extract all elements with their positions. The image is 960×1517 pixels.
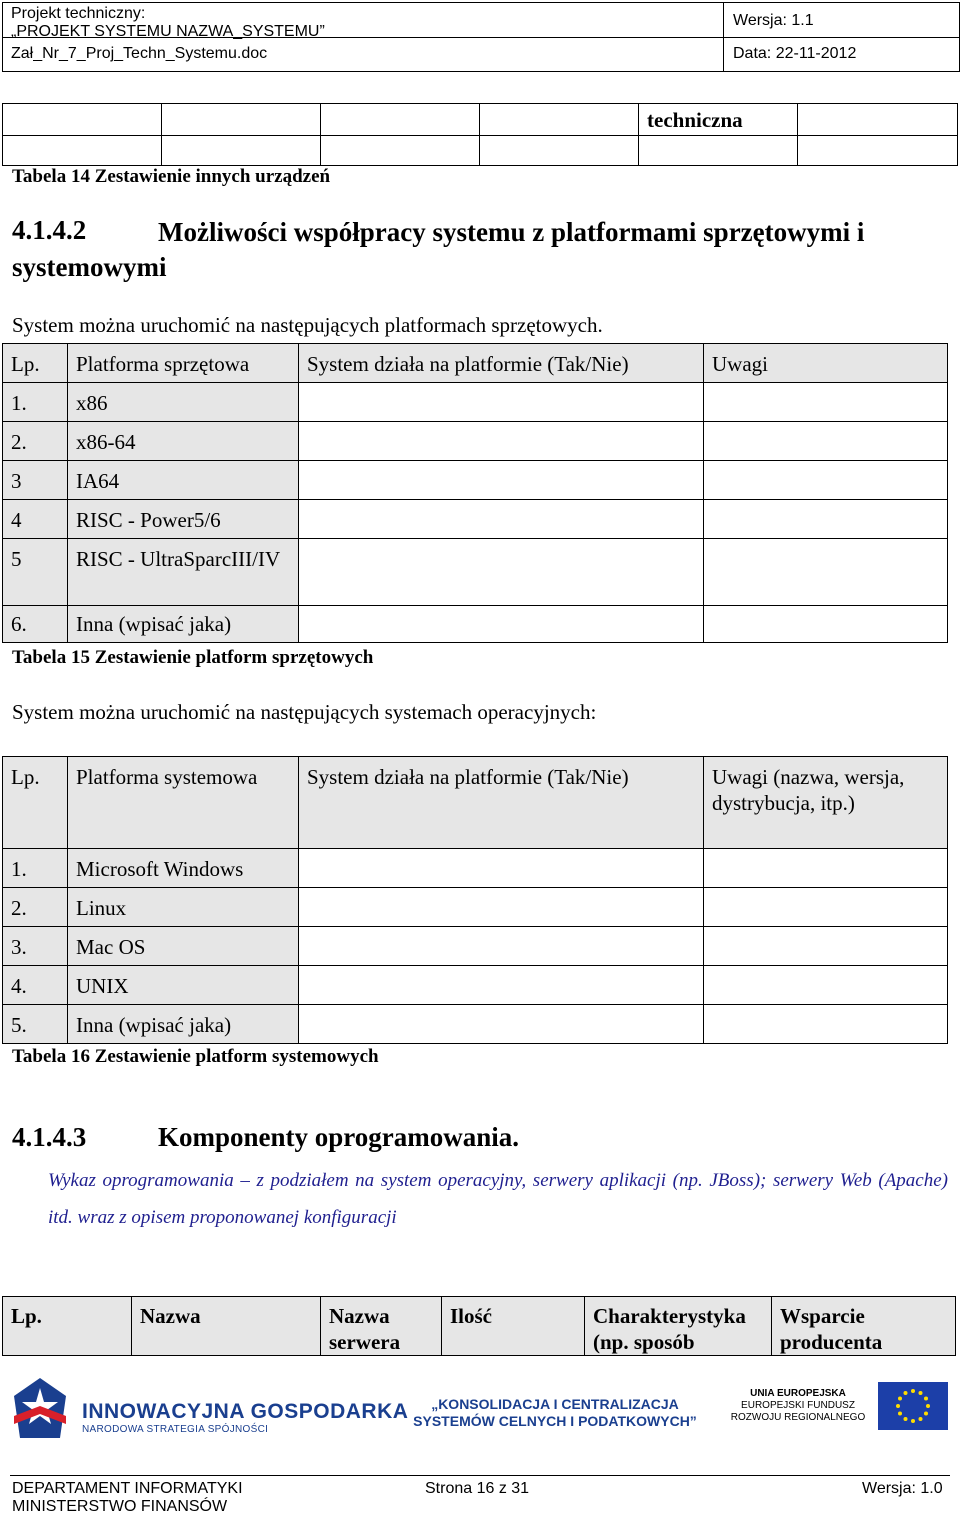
t17-header-support: Wsparcie producenta bbox=[772, 1297, 956, 1356]
footer-version: Wersja: 1.0 bbox=[862, 1480, 943, 1497]
t17-header-server: Nazwa serwera bbox=[321, 1297, 442, 1356]
eu-flag-icon bbox=[878, 1382, 948, 1430]
table-15-caption: Tabela 15 Zestawienie platform sprzętowych bbox=[12, 647, 374, 668]
table-16 bbox=[2, 756, 948, 1044]
table-row-lp: 5. bbox=[3, 1005, 68, 1044]
page-header bbox=[2, 2, 960, 72]
table-16-caption: Tabela 16 Zestawienie platform systemowych bbox=[12, 1046, 379, 1067]
t16-header-works: System działa na platformie (Tak/Nie) bbox=[299, 757, 704, 849]
hardware-intro: System można uruchomić na następujących platformach sprzętowych. bbox=[12, 313, 603, 337]
table-row-lp: 4 bbox=[3, 500, 68, 539]
t17-header-quantity: Ilość bbox=[442, 1297, 585, 1356]
table-14-caption: Tabela 14 Zestawienie innych urządzeń bbox=[12, 166, 331, 187]
table-row-lp: 5 bbox=[3, 539, 68, 606]
t17-header-name: Nazwa bbox=[132, 1297, 321, 1356]
table-row-platform: UNIX bbox=[68, 966, 299, 1005]
table-15 bbox=[2, 343, 948, 643]
t17-header-lp: Lp. bbox=[3, 1297, 132, 1356]
table-row-lp: 2. bbox=[3, 888, 68, 927]
table-17 bbox=[2, 1296, 956, 1356]
project-label: Projekt techniczny: bbox=[11, 5, 146, 22]
table-row-lp: 6. bbox=[3, 606, 68, 643]
table-row-platform: Linux bbox=[68, 888, 299, 927]
table-row-platform: RISC - UltraSparcIII/IV bbox=[68, 539, 299, 606]
eu-line3: ROZWOJU REGIONALNEGO bbox=[730, 1412, 866, 1423]
innowacyjna-gospodarka-emblem-icon bbox=[10, 1376, 70, 1444]
t15-header-notes: Uwagi bbox=[704, 344, 948, 383]
t15-header-lp: Lp. bbox=[3, 344, 68, 383]
eu-line2: EUROPEJSKI FUNDUSZ bbox=[741, 1400, 855, 1411]
table-14-fragment bbox=[2, 103, 958, 166]
footer-ministry: MINISTERSTWO FINANSÓW bbox=[12, 1498, 228, 1515]
section-title-2: Komponenty oprogramowania. bbox=[158, 1122, 520, 1152]
header-date: Data: 22-11-2012 bbox=[733, 45, 857, 62]
footer-page: Strona 16 z 31 bbox=[425, 1480, 530, 1497]
table-row-lp: 2. bbox=[3, 422, 68, 461]
t15-header-works: System działa na platformie (Tak/Nie) bbox=[299, 344, 704, 383]
table-row-platform: Microsoft Windows bbox=[68, 849, 299, 888]
center-line1: „KONSOLIDACJA I CENTRALIZACJA bbox=[431, 1396, 679, 1412]
footer-rule bbox=[10, 1475, 950, 1476]
table-row-lp: 4. bbox=[3, 966, 68, 1005]
center-line2: SYSTEMÓW CELNYCH I PODATKOWYCH” bbox=[413, 1413, 697, 1429]
ig-line2: NARODOWA STRATEGIA SPÓJNOŚCI bbox=[82, 1424, 269, 1435]
file-name: Zał_Nr_7_Proj_Techn_Systemu.doc bbox=[11, 45, 268, 62]
table-row-platform: RISC - Power5/6 bbox=[68, 500, 299, 539]
section-number: 4.1.4.2 bbox=[12, 215, 87, 245]
eu-line1: UNIA EUROPEJSKA bbox=[750, 1388, 846, 1399]
t16-header-notes: Uwagi (nazwa, wersja, dystrybucja, itp.) bbox=[704, 757, 948, 849]
section-number-2: 4.1.4.3 bbox=[12, 1122, 87, 1152]
header-version: Wersja: 1.1 bbox=[733, 12, 814, 29]
table-row-platform: Mac OS bbox=[68, 927, 299, 966]
t16-header-lp: Lp. bbox=[3, 757, 68, 849]
table-row-platform: Inna (wpisać jaka) bbox=[68, 1005, 299, 1044]
footer-dept: DEPARTAMENT INFORMATYKI bbox=[12, 1480, 243, 1497]
t16-header-platform: Platforma systemowa bbox=[68, 757, 299, 849]
table-row-platform: x86-64 bbox=[68, 422, 299, 461]
project-name: „PROJEKT SYSTEMU NAZWA_SYSTEMU” bbox=[11, 23, 325, 40]
table-row-platform: IA64 bbox=[68, 461, 299, 500]
ig-line1: INNOWACYJNA GOSPODARKA bbox=[82, 1400, 409, 1423]
table-row-lp: 3 bbox=[3, 461, 68, 500]
os-intro: System można uruchomić na następujących systemach operacyjnych: bbox=[12, 700, 597, 724]
t17-header-characteristics: Charakterystyka (np. sposób bbox=[585, 1297, 772, 1356]
section-title: Możliwości współpracy systemu z platformami sprzętowymi i systemowymi bbox=[12, 217, 865, 282]
logo-band bbox=[10, 1376, 950, 1448]
table-row-lp: 3. bbox=[3, 927, 68, 966]
components-description: Wykaz oprogramowania – z podziałem na system operacyjny, serwery aplikacji (np. JBoss); serwery Web (Apache) itd. wraz z opisem proponowanej konfiguracji bbox=[48, 1170, 948, 1228]
table-row-platform: Inna (wpisać jaka) bbox=[68, 606, 299, 643]
t15-header-platform: Platforma sprzętowa bbox=[68, 344, 299, 383]
table-row-platform: x86 bbox=[68, 383, 299, 422]
table-14-cell: techniczna bbox=[639, 104, 798, 136]
table-row-lp: 1. bbox=[3, 383, 68, 422]
table-row-lp: 1. bbox=[3, 849, 68, 888]
